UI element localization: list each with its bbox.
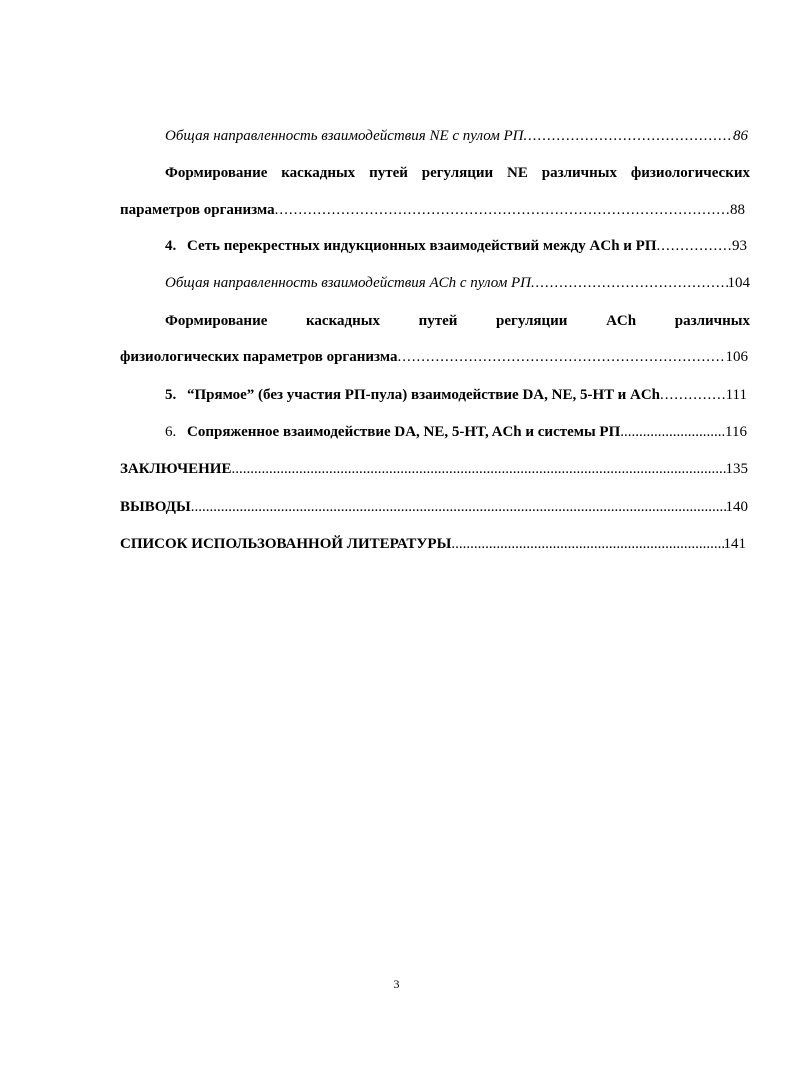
- toc-leader-dots: [531, 273, 727, 293]
- toc-entry-page: 135: [725, 461, 748, 477]
- toc-entry-title: СПИСОК ИСПОЛЬЗОВАННОЙ ЛИТЕРАТУРЫ: [120, 536, 452, 552]
- toc-entry-ach-network[interactable]: [165, 236, 747, 256]
- toc-entry-page: 140: [725, 499, 748, 515]
- toc-entry-number: 4.: [165, 238, 177, 254]
- toc-word: каскадных: [281, 165, 356, 181]
- toc-leader-dots: [657, 236, 732, 256]
- toc-entry-title: Общая направленность взаимодействия ACh с пулом РП: [165, 275, 532, 291]
- toc-word: путей: [418, 313, 458, 329]
- toc-entry-number: 6.: [165, 424, 177, 440]
- toc-entry-page: 106: [725, 349, 748, 365]
- toc-word: Формирование: [165, 165, 268, 181]
- toc-entry-page: 111: [725, 387, 747, 403]
- toc-entry-title: ВЫВОДЫ: [120, 499, 191, 515]
- toc-entry-ach-pool[interactable]: [165, 273, 750, 293]
- toc-entry-number: 5.: [165, 387, 177, 403]
- toc-entry-ne-pool[interactable]: [165, 126, 748, 146]
- toc-leader-dots: [451, 534, 723, 554]
- toc-entry-page: 141: [723, 536, 746, 552]
- toc-word: различных: [674, 313, 750, 329]
- toc-entry-title: Сеть перекрестных индукционных взаимодействий между ACh и РП: [187, 238, 657, 254]
- toc-word: NE: [507, 165, 528, 181]
- toc-entry-page: 104: [727, 275, 750, 291]
- toc-entry-coupled-interaction[interactable]: [165, 422, 747, 442]
- toc-entry-ne-cascade[interactable]: [165, 163, 750, 183]
- toc-entry-title: Общая направленность взаимодействия NE с пулом РП: [165, 128, 524, 144]
- toc-entry-title: параметров организма: [120, 202, 275, 218]
- toc-entry-conclusion[interactable]: [120, 459, 748, 479]
- toc-word: регуляции: [421, 165, 494, 181]
- toc-entry-page: 93: [732, 238, 747, 254]
- toc-word: различных: [541, 165, 617, 181]
- toc-leader-dots: [660, 385, 726, 405]
- toc-word: регуляции: [496, 313, 568, 329]
- toc-leader-dots: [231, 459, 725, 479]
- toc-leader-dots: [524, 126, 733, 146]
- toc-word: физиологических: [630, 165, 750, 181]
- toc-entry-ach-cascade-cont[interactable]: [120, 347, 748, 367]
- toc-entry-findings[interactable]: [120, 497, 748, 517]
- toc-entry-title: “Прямое” (без участия РП-пула) взаимодействие DA, NE, 5-HT и ACh: [187, 387, 661, 403]
- toc-entry-title: ЗАКЛЮЧЕНИЕ: [120, 461, 232, 477]
- toc-word: Формирование: [165, 313, 268, 329]
- toc-word: путей: [369, 165, 408, 181]
- toc-leader-dots: [620, 422, 725, 442]
- toc-entry-title: Сопряженное взаимодействие DA, NE, 5-HT, ACh и системы РП: [187, 424, 621, 440]
- toc-entry-page: 86: [733, 128, 748, 144]
- toc-word: каскадных: [306, 313, 380, 329]
- page-number: 3: [393, 977, 400, 991]
- toc-entry-ach-cascade[interactable]: [165, 311, 750, 331]
- toc-entry-ne-cascade-cont[interactable]: [120, 200, 745, 220]
- toc-leader-dots: [397, 347, 725, 367]
- toc-leader-dots: [275, 200, 730, 220]
- toc-word: ACh: [606, 313, 637, 329]
- toc-entry-references[interactable]: [120, 534, 746, 554]
- toc-entry-page: 88: [730, 202, 745, 218]
- toc-entry-title: физиологических параметров организма: [120, 349, 398, 365]
- toc-entry-direct-interaction[interactable]: [165, 385, 747, 405]
- toc-leader-dots: [191, 497, 726, 517]
- toc-entry-page: 116: [725, 424, 747, 440]
